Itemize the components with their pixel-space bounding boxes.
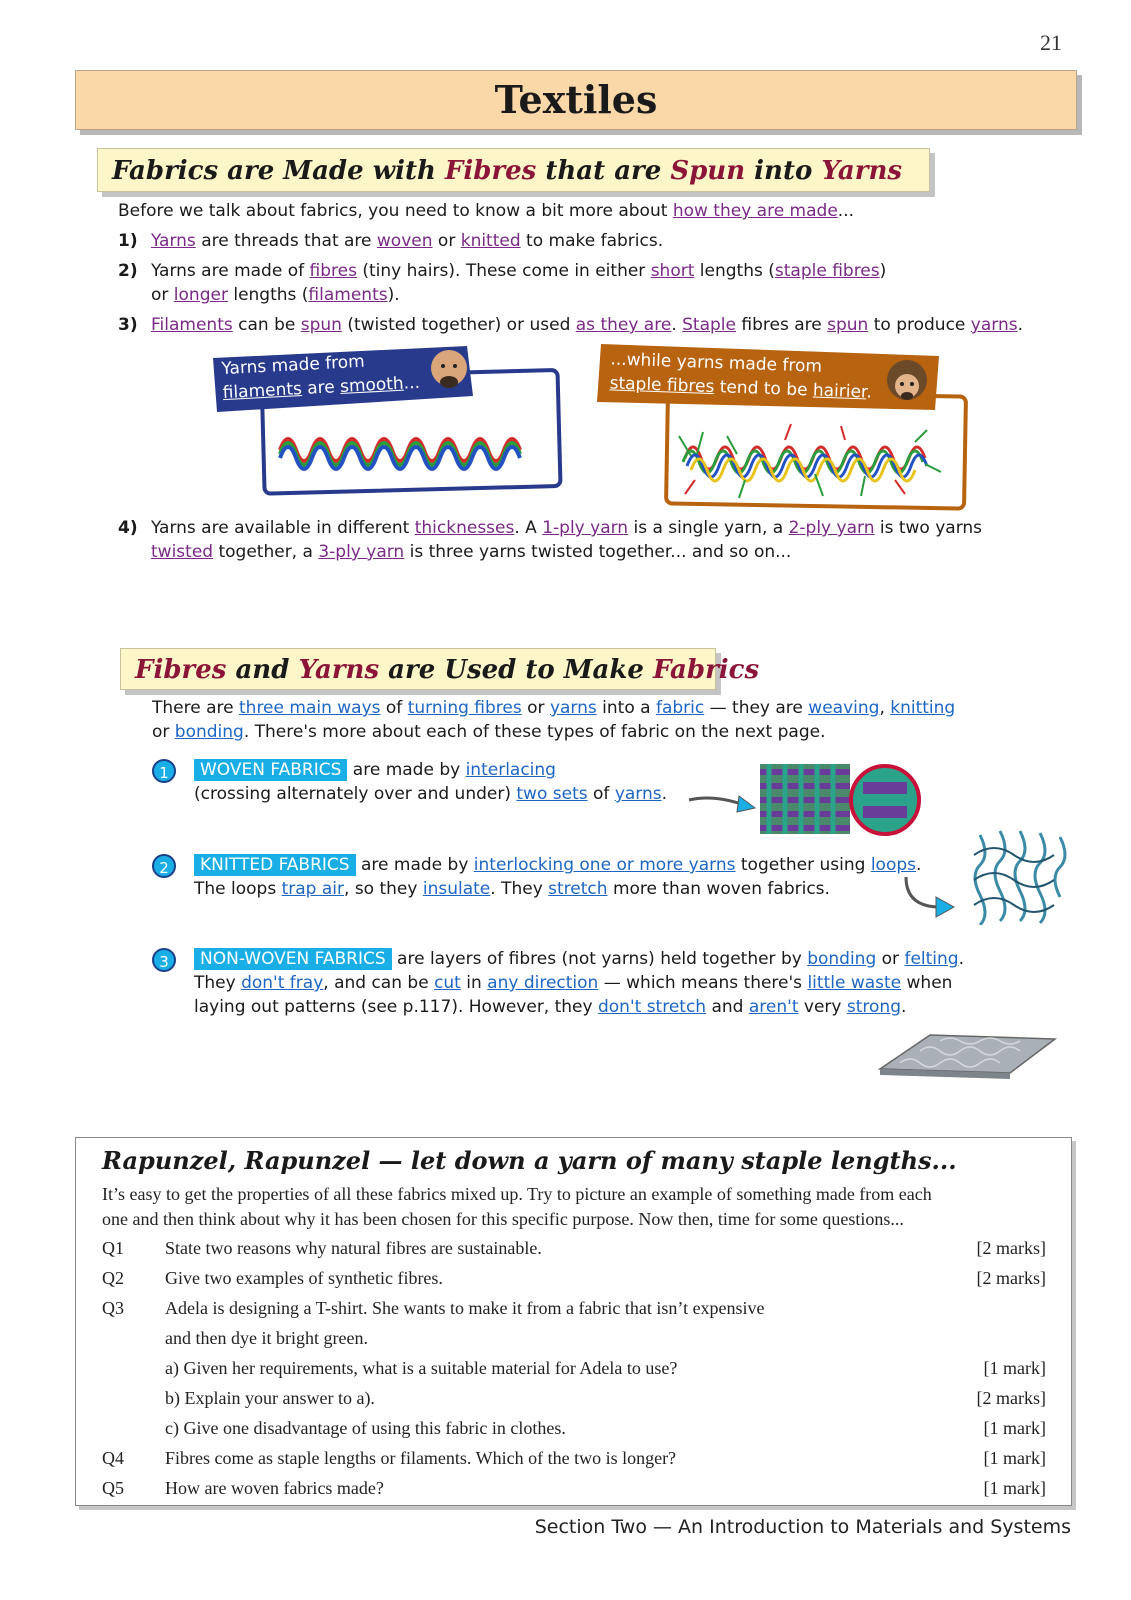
question-text: Adela is designing a T-shirt. She wants to make it from a fabric that isn’t expensive	[165, 1298, 765, 1318]
text-run: are layers of fibres (not yarns) held together by	[391, 949, 808, 969]
text-run: laying out patterns (see p.117). However, they	[194, 997, 598, 1017]
question-number: Q1	[102, 1238, 124, 1258]
key-term: 2-ply yarn	[788, 518, 875, 538]
text-run: fibres are	[735, 315, 828, 335]
text-run: — which means there's	[598, 973, 808, 993]
text-run: is two yarns	[874, 518, 983, 538]
fabric-type-tag: WOVEN FABRICS	[194, 759, 347, 781]
list-number: 4)	[118, 518, 138, 538]
heading-text: into	[745, 156, 822, 186]
text-run: .	[1017, 315, 1024, 335]
key-term: fabric	[655, 698, 705, 718]
fabric-type-tag: NON-WOVEN FABRICS	[194, 948, 392, 970]
key-term: interlocking one or more yarns	[473, 855, 736, 875]
title-banner	[75, 70, 1077, 130]
question-marks: [1 mark]	[983, 1478, 1046, 1498]
knitted-fabric-illustration	[900, 825, 1075, 925]
key-term: how they are made	[672, 201, 838, 221]
key-term: yarns	[549, 698, 597, 718]
text-line	[194, 877, 921, 901]
text-run: in	[460, 973, 488, 993]
callout-term: hairier	[812, 380, 867, 403]
question-text: Give two examples of synthetic fibres.	[165, 1268, 443, 1288]
section1-list	[118, 229, 1023, 337]
text-run: (tiny hairs). These come in either	[356, 261, 651, 281]
questions-list	[102, 1236, 1046, 1506]
text-run: lengths (	[227, 285, 309, 305]
key-term: bonding	[807, 949, 877, 969]
question-number: Q5	[102, 1478, 124, 1498]
callout-term: filaments	[222, 379, 303, 404]
callout-term: staple fibres	[609, 373, 715, 398]
question-marks: [2 marks]	[976, 1268, 1046, 1288]
question-marks: [2 marks]	[976, 1388, 1046, 1408]
text-line	[194, 853, 921, 877]
fabric-type-nonwoven	[152, 947, 964, 1019]
key-term: woven	[376, 231, 433, 251]
list-item	[118, 516, 982, 564]
key-term: three main ways	[239, 698, 381, 718]
text-run: or	[151, 285, 174, 305]
text-run: is a single yarn, a	[628, 518, 789, 538]
text-run: of	[587, 784, 615, 804]
heading-text: and	[226, 655, 299, 685]
curly-haired-man-icon	[887, 360, 927, 400]
text-run: The loops	[194, 879, 282, 899]
section1-intro	[118, 199, 854, 223]
section2-heading	[120, 648, 760, 690]
question-marks: [1 mark]	[983, 1448, 1046, 1468]
text-run: and	[706, 997, 749, 1017]
key-term: weaving	[808, 698, 880, 718]
text-run: (crossing alternately over and under)	[194, 784, 517, 804]
question-text: b) Explain your answer to a).	[165, 1388, 375, 1408]
heading-highlight: Yarns	[298, 655, 380, 685]
key-term: Yarns	[151, 231, 196, 251]
text-run: or	[432, 231, 461, 251]
text-run: .	[661, 784, 668, 804]
question-row	[102, 1266, 1046, 1296]
text-run: . There's more about each of these types of fabric on the next page.	[243, 722, 826, 742]
text-run: or	[876, 949, 905, 969]
text-run: , and can be	[323, 973, 435, 993]
heading-text: that are	[536, 156, 671, 186]
question-text: State two reasons why natural fibres are sustainable.	[165, 1238, 542, 1258]
text-run: Yarns made from	[220, 351, 366, 380]
heading-text: are Used to Make	[379, 655, 654, 685]
text-line	[194, 947, 964, 971]
question-text: and then dye it bright green.	[165, 1328, 368, 1348]
list-item	[118, 313, 1023, 337]
question-row	[102, 1296, 1046, 1326]
question-text: Fibres come as staple lengths or filaments. Which of the two is longer?	[165, 1448, 677, 1468]
key-term: yarns	[614, 784, 662, 804]
key-term: 3-ply yarn	[318, 542, 405, 562]
text-run: , so they	[344, 879, 423, 899]
key-term: thicknesses	[414, 518, 515, 538]
text-run: .	[900, 997, 907, 1017]
section1-heading	[97, 148, 930, 192]
text-line	[151, 283, 1023, 307]
text-run: tend to be	[713, 377, 814, 401]
text-run: more than woven fabrics.	[607, 879, 830, 899]
fabric-type-tag: KNITTED FABRICS	[194, 854, 356, 876]
text-line	[151, 229, 1023, 253]
text-line	[152, 720, 955, 744]
key-term: spun	[827, 315, 869, 335]
key-term: any direction	[487, 973, 599, 993]
key-term: staple fibres	[774, 261, 880, 281]
key-term: 1-ply yarn	[542, 518, 629, 538]
key-term: trap air	[281, 879, 345, 899]
question-row	[102, 1386, 1046, 1416]
text-line	[152, 696, 955, 720]
text-run: ...	[837, 201, 855, 221]
text-run: (twisted together) or used	[341, 315, 576, 335]
list-number: 1)	[118, 231, 138, 251]
list-number: 3)	[118, 315, 138, 335]
key-term: cut	[434, 973, 461, 993]
key-term: spun	[300, 315, 342, 335]
text-run: are made by	[347, 760, 466, 780]
questions-intro	[102, 1182, 932, 1232]
key-term: yarns	[970, 315, 1018, 335]
question-row	[102, 1476, 1046, 1506]
question-number: Q4	[102, 1448, 124, 1468]
key-term: two sets	[516, 784, 588, 804]
questions-box	[75, 1137, 1072, 1506]
page-title: Textiles	[494, 77, 658, 122]
key-term: stretch	[548, 879, 608, 899]
key-term: as they are	[575, 315, 672, 335]
question-row	[102, 1236, 1046, 1266]
key-term: bonding	[174, 722, 244, 742]
text-run: They	[194, 973, 242, 993]
key-term: interlacing	[465, 760, 556, 780]
text-run: ...	[403, 372, 421, 394]
text-run: ...while yarns made from	[610, 349, 823, 377]
intro-line: one and then think about why it has been chosen for this specific purpose. Now then, time for some questions...	[102, 1209, 904, 1229]
text-run: ).	[387, 285, 400, 305]
fabric-type-woven	[152, 758, 667, 806]
text-run: are threads that are	[195, 231, 377, 251]
key-term: loops	[870, 855, 917, 875]
text-run: )	[879, 261, 887, 281]
heading-highlight: Fabrics	[653, 655, 760, 685]
key-term: insulate	[422, 879, 491, 899]
text-run: — they are	[704, 698, 809, 718]
question-number: Q3	[102, 1298, 124, 1318]
text-run: very	[798, 997, 847, 1017]
number-badge: 1	[152, 759, 176, 783]
question-marks: [2 marks]	[976, 1238, 1046, 1258]
question-marks: [1 mark]	[983, 1358, 1046, 1378]
question-text: a) Given her requirements, what is a suitable material for Adela to use?	[165, 1358, 678, 1378]
heading-text: Fabrics are Made with	[112, 156, 445, 186]
text-run: or	[152, 722, 175, 742]
key-term: knitting	[890, 698, 956, 718]
text-run: lengths (	[694, 261, 775, 281]
question-row	[102, 1446, 1046, 1476]
intro-line: It’s easy to get the properties of all these fabrics mixed up. Try to picture an example of something made from each	[102, 1184, 932, 1204]
text-run: ,	[879, 698, 891, 718]
key-term: don't stretch	[597, 997, 707, 1017]
key-term: fibres	[309, 261, 357, 281]
woven-fabric-illustration	[685, 760, 930, 840]
list-item	[118, 229, 1023, 253]
text-run: .	[916, 855, 922, 875]
list-item	[118, 259, 1023, 307]
text-run: Before we talk about fabrics, you need to know a bit more about	[118, 201, 673, 221]
question-number: Q2	[102, 1268, 124, 1288]
text-line	[194, 971, 964, 995]
text-run: when	[901, 973, 953, 993]
text-run: are made by	[355, 855, 474, 875]
key-term: knitted	[460, 231, 521, 251]
text-run: There are	[152, 698, 239, 718]
text-run: into a	[596, 698, 656, 718]
text-run: together, a	[213, 542, 319, 562]
text-run: to make fabrics.	[520, 231, 664, 251]
key-term: twisted	[151, 542, 214, 562]
key-term: aren't	[748, 997, 799, 1017]
fabric-type-knitted	[152, 853, 921, 901]
question-row	[102, 1326, 1046, 1356]
page-footer: Section Two — An Introduction to Materials and Systems	[534, 1516, 1071, 1538]
page-number: 21	[1040, 30, 1062, 55]
text-run: to produce	[868, 315, 971, 335]
section1-item4	[118, 516, 982, 564]
heading-highlight: Yarns	[821, 156, 902, 186]
text-run: is three yarns twisted together... and so on...	[404, 542, 792, 562]
callout-hairy-label	[609, 347, 873, 404]
question-text: c) Give one disadvantage of using this fabric in clothes.	[165, 1418, 566, 1438]
text-run: . They	[490, 879, 549, 899]
key-term: strong	[846, 997, 901, 1017]
text-run: .	[671, 315, 683, 335]
text-run: .	[958, 949, 964, 969]
key-term: don't fray	[241, 973, 324, 993]
text-line	[194, 782, 667, 806]
text-run: or	[521, 698, 550, 718]
text-run: of	[380, 698, 408, 718]
text-line	[194, 995, 964, 1019]
key-term: little waste	[807, 973, 902, 993]
questions-heading: Rapunzel, Rapunzel — let down a yarn of many staple lengths...	[102, 1146, 957, 1175]
text-run: are	[301, 377, 341, 399]
question-row	[102, 1356, 1046, 1386]
text-line	[151, 313, 1023, 337]
question-marks: [1 mark]	[983, 1418, 1046, 1438]
text-line	[151, 540, 982, 564]
question-text: How are woven fabrics made?	[165, 1478, 384, 1498]
key-term: Staple	[682, 315, 736, 335]
heading-highlight: Fibres	[135, 655, 227, 685]
text-run: together using	[735, 855, 871, 875]
key-term: short	[650, 261, 695, 281]
heading-highlight: Fibres	[444, 156, 537, 186]
text-run: .	[866, 382, 873, 403]
question-row	[102, 1416, 1046, 1446]
text-line	[151, 516, 982, 540]
nonwoven-fabric-illustration	[870, 1025, 1060, 1080]
section2-intro	[152, 696, 955, 744]
text-run: . A	[514, 518, 543, 538]
text-run: Yarns are made of	[151, 261, 310, 281]
key-term: longer	[173, 285, 228, 305]
text-run: Yarns are available in different	[151, 518, 415, 538]
callout-term: smooth	[339, 373, 405, 397]
key-term: filaments	[308, 285, 388, 305]
key-term: turning fibres	[407, 698, 522, 718]
text-run: can be	[232, 315, 301, 335]
text-line	[151, 259, 1023, 283]
list-number: 2)	[118, 261, 138, 281]
number-badge: 2	[152, 854, 176, 878]
key-term: felting	[904, 949, 959, 969]
key-term: Filaments	[151, 315, 233, 335]
number-badge: 3	[152, 948, 176, 972]
heading-highlight: Spun	[670, 156, 746, 186]
text-line	[194, 758, 667, 782]
